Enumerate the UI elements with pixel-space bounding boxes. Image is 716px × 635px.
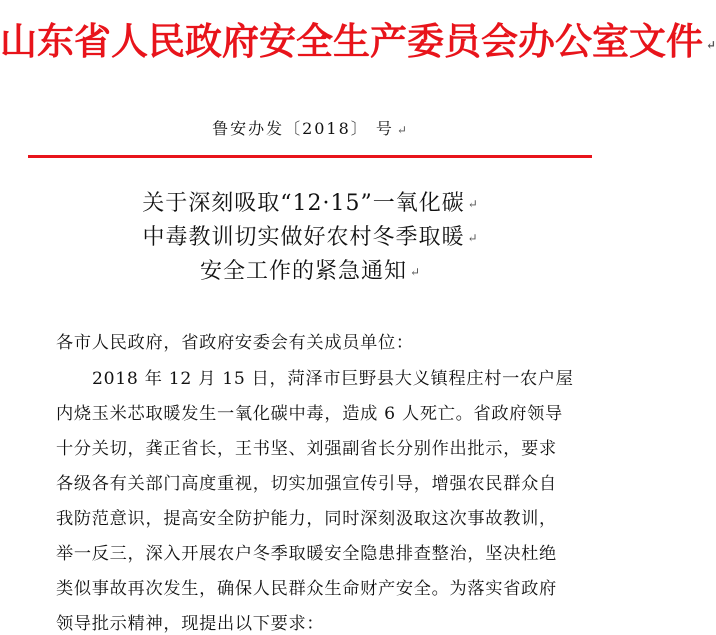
paragraph-mark: ↵ [467, 231, 479, 245]
paragraph-mark: ↵ [706, 37, 716, 52]
paragraph-mark: ↵ [467, 197, 479, 211]
subject-line-3 [0, 254, 621, 285]
paragraph-line: 各级各有关部门高度重视，切实加强宣传引导，增强农民群众自 [56, 474, 557, 494]
doc-number-text: 鲁安办发〔2018〕 号 [212, 119, 394, 138]
subject-line-2 [0, 220, 621, 251]
subject-line-text: 关于深刻吸取“12·15”一氧化碳 [142, 191, 465, 216]
subject-line-text: 中毒教训切实做好农村冬季取暖 [142, 225, 465, 250]
paragraph-line: 内烧玉米芯取暖发生一氧化碳中毒，造成 6 人死亡。省政府领导 [56, 404, 563, 424]
paragraph-mark: ↵ [396, 122, 409, 137]
subject-line-1 [0, 186, 621, 217]
issuer-title-text: 山东省人民政府安全生产委员会办公室文件 [0, 19, 703, 63]
doc-number [0, 116, 621, 139]
salutation: 各市人民政府，省政府安委会有关成员单位： [56, 333, 414, 353]
subject-line-text: 安全工作的紧急通知 [199, 259, 407, 284]
paragraph-line: 十分关切，龚正省长，王书坚、刘强副省长分别作出批示，要求 [56, 439, 557, 459]
paragraph-mark: ↵ [409, 265, 422, 279]
paragraph-line: 领导批示精神，现提出以下要求： [56, 614, 325, 634]
paragraph-line: 举一反三，深入开展农户冬季取暖安全隐患排查整治，坚决杜绝 [56, 544, 557, 564]
red-divider-rule [28, 155, 592, 158]
paragraph-line: 2018 年 12 月 15 日，菏泽市巨野县大义镇程庄村一农户屋 [92, 369, 574, 389]
paragraph-line: 我防范意识，提高安全防护能力，同时深刻汲取这次事故教训， [56, 509, 557, 529]
paragraph-line: 类似事故再次发生，确保人民群众生命财产安全。为落实省政府 [56, 579, 557, 599]
issuer-title [0, 6, 716, 80]
